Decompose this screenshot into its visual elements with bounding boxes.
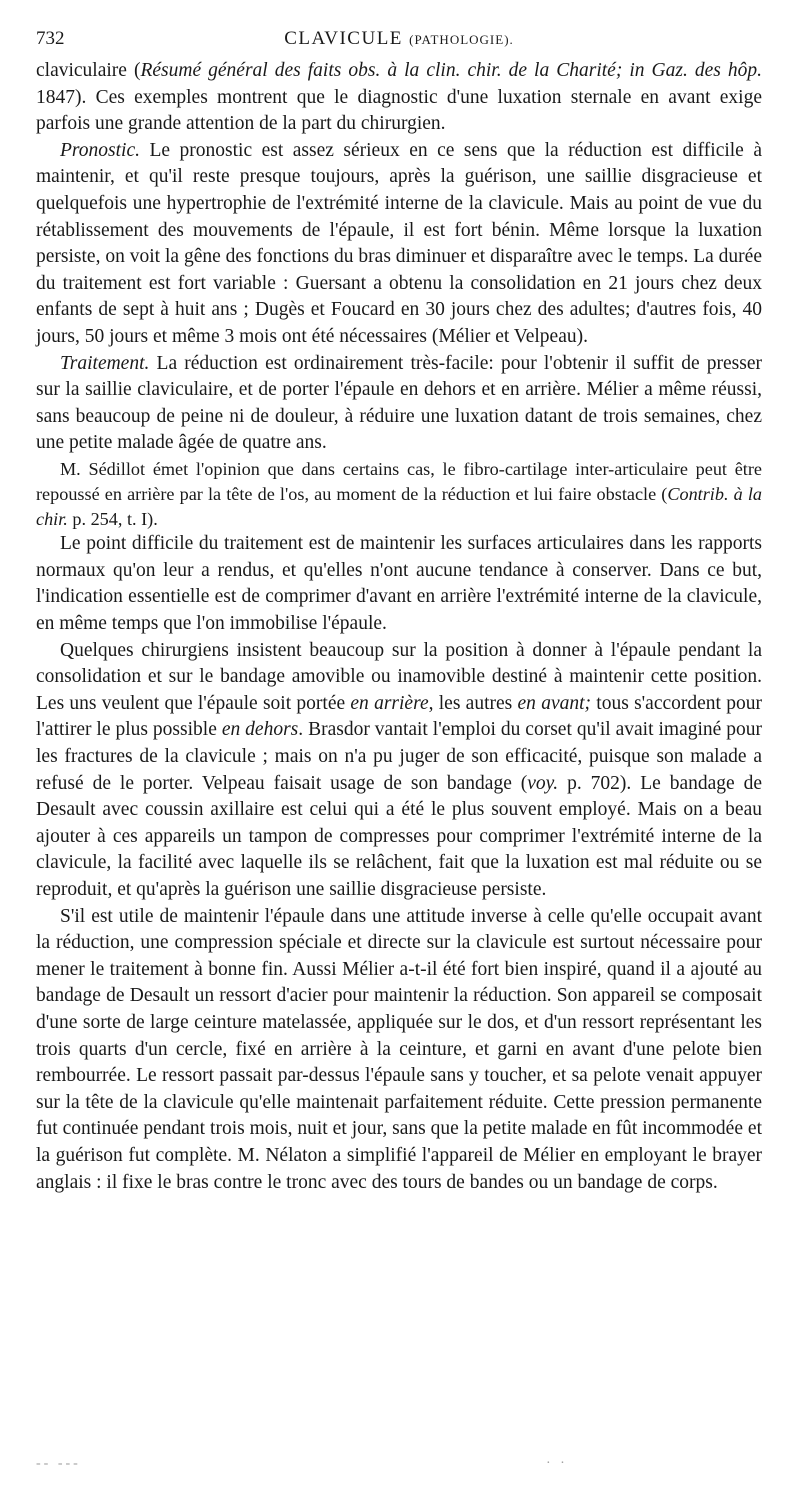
p1-citation: Résumé général des faits obs. à la clin. chir. de la Charité; in Gaz. des hôp. bbox=[140, 60, 762, 81]
traitement-heading: Traitement. bbox=[60, 352, 150, 374]
footer-mark-left: -- --- bbox=[36, 1456, 81, 1471]
p1-text-a: claviculaire ( bbox=[36, 60, 141, 81]
p6-italic-arriere: en arrière bbox=[350, 692, 429, 714]
running-head-subtitle: (PATHOLOGIE). bbox=[409, 32, 514, 47]
book-page bbox=[36, 24, 762, 1196]
p5-text: Le point difficile du traitement est de maintenir les surfaces articulaires dans les rapports normaux qu'on leur a rendus, et qu'elles n'ont aucune tendance à conserver. Dans ce but, l'indication essentielle est de comprimer d'avant en arrière l'extrémité interne de la clavicule, en même temps que l'on immobilise l'épaule. bbox=[36, 533, 762, 635]
p6-italic-voy: voy. bbox=[527, 772, 559, 794]
p6-text-b: , les autres bbox=[428, 692, 518, 714]
page-number: 732 bbox=[36, 28, 65, 49]
p6-italic-dehors: en dehors bbox=[221, 719, 299, 741]
traitement-text: La réduction est ordinairement très-facile: pour l'obtenir il suffit de presser sur la saillie claviculaire, et de porter l'épaule en dehors et en arrière. Mélier a même réussi, sans beaucoup de peine ni de douleur, à réduire une luxation datant de trois semaines, chez une petite malade âgée de quatre ans. bbox=[36, 352, 762, 454]
p7-text: S'il est utile de maintenir l'épaule dans une attitude inverse à celle qu'elle occupait avant la réduction, une compression spéciale et directe sur la clavicule est surtout nécessaire pour mener le traitement à bonne fin. Aussi Mélier a-t-il été fort bien inspiré, quand il a ajouté au bandage de Desault un ressort d'acier pour maintenir la réduction. Son appareil se composait d'une sorte de large ceinture matelassée, appliquée sur le dos, et d'un ressort représentant les trois quarts d'un cercle, fixé en arrière à la ceinture, et garni en avant d'une pelote bien rembourrée. Le ressort passait par-dessus l'épaule sans y toucher, et sa pelote venait appuyer sur la tête de la clavicule qu'elle maintenait parfaitement réduite. Cette pression permanente fut continuée pendant trois mois, nuit et jour, sans que la petite malade en fût incommodée et la guérison fut complète. M. Nélaton a simplifié l'appareil de Mélier en employant le brayer anglais : il fixe le bras contre le tronc avec des tours de bandes ou un bandage de corps. bbox=[36, 905, 762, 1193]
p4-text-b: p. 254, t. I). bbox=[67, 508, 158, 529]
paragraph-pronostic bbox=[36, 138, 762, 351]
paragraph-traitement bbox=[36, 351, 762, 457]
footer-mark-right: · · bbox=[546, 1456, 568, 1471]
paragraph-chirurgiens bbox=[36, 638, 762, 904]
paragraph-point-difficile bbox=[36, 531, 762, 637]
pronostic-heading: Pronostic. bbox=[60, 139, 140, 161]
p6-text-e: p. 702). Le bandage de Desault avec coussin axillaire est celui qui a été le plus souvent employé. Mais on a beau ajouter à ces appareils un tampon de compresses pour comprimer l'extrémité interne de la clavicule, la facilité avec laquelle ils se relâchent, fait que la luxation est mal réduite ou se reproduit, et qu'après la guérison une saillie disgracieuse persiste. bbox=[36, 772, 762, 901]
paragraph-sedillot bbox=[36, 457, 762, 531]
p6-italic-avant: en avant; bbox=[517, 692, 592, 714]
p1-text-b: 1847). Ces exemples montrent que le diagnostic d'une luxation sternale en avant exige parfois une grande attention de la part du chirurgien. bbox=[36, 86, 762, 135]
p4-text-a: M. Sédillot émet l'opinion que dans certains cas, le fibro-cartilage inter-articulaire peut être repoussé en arrière par la tête de l'os, au moment de la réduction et lui faire obstacle ( bbox=[36, 458, 762, 504]
running-head-title: CLAVICULE bbox=[284, 28, 403, 49]
p6-text-d: . Brasdor vantait l'emploi du corset qu'il avait imaginé pour les fractures de la clavicule ; mais on n'a pu juger de son efficacité, puisque son malade a refusé de le porter. Velpeau faisait usage de son bandage ( bbox=[36, 719, 762, 794]
p6-text-a: Quelques chirurgiens insistent beaucoup sur la position à donner à l'épaule pendant la consolidation et sur le bandage amovible ou inamovible destiné à maintenir cette position. Les uns veulent que l'épaule soit portée bbox=[36, 639, 762, 714]
page-header bbox=[36, 24, 762, 58]
p4-citation: Contrib. à la chir. bbox=[36, 483, 762, 529]
paragraph-compression bbox=[36, 904, 762, 1197]
pronostic-text: Le pronostic est assez sérieux en ce sens que la réduction est difficile à maintenir, et qu'il reste presque toujours, après la guérison, une saillie disgracieuse et quelquefois une hypertrophie de l'extrémité interne de la clavicule. Mais au point de vue du rétablissement des mouvements de l'épaule, il est fort bénin. Même lorsque la luxation persiste, on voit la gêne des fonctions du bras diminuer et disparaître avec le temps. La durée du traitement est fort variable : Guersant a obtenu la consolidation en 21 jours chez deux enfants de sept à huit ans ; Dugès et Foucard en 30 jours chez des adultes; d'autres fois, 40 jours, 50 jours et même 3 mois ont été nécessaires (Mélier et Velpeau). bbox=[36, 139, 762, 347]
paragraph-1 bbox=[36, 58, 762, 138]
running-head bbox=[36, 26, 762, 54]
p6-text-c: tous s'accordent pour l'attirer le plus possible bbox=[36, 692, 762, 741]
